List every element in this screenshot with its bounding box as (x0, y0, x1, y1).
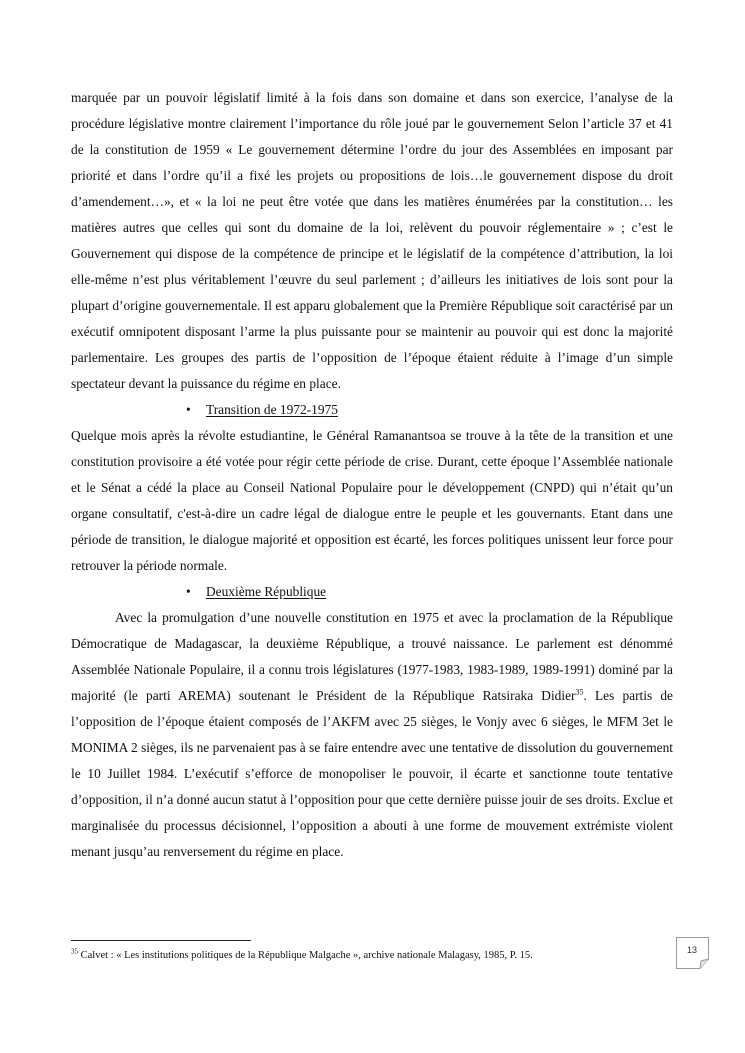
footnote-number: 35 (71, 947, 78, 956)
paragraph-second-republic-part1: Avec la promulgation d’une nouvelle constitution en 1975 et avec la proclamation de la République Démocratique de Madagascar, la deuxième République, a trouvé naissance. Le parlement est dénommé Assemblée Nationale Populaire, il a connu trois législatures (1977-1983, 1983-1989, 1989-1991) dominé par la majorité (le parti AREMA) soutenant le Président de la République Ratsiraka Didier (71, 610, 673, 703)
paragraph-second-republic (71, 605, 673, 865)
heading-transition-label: Transition de 1972-1975 (206, 402, 338, 417)
footnote (71, 948, 673, 964)
footnote-text: Calvet : « Les institutions politiques de la République Malgache », archive nationale Malagasy, 1985, P. 15. (78, 950, 533, 961)
bullet-icon: • (186, 584, 191, 599)
footnote-reference[interactable]: 35 (575, 687, 584, 697)
document-body (71, 85, 673, 865)
heading-transition (71, 397, 673, 423)
paragraph-first-republic: marquée par un pouvoir législatif limité à la fois dans son domaine et dans son exercice, l’analyse de la procédure législative montre clairement l’importance du rôle joué par le gouvernement Selon l’article 37 et 41 de la constitution de 1959 « Le gouvernement détermine l’ordre du jour des Assemblées en imposant par priorité et dans l’ordre qu’il a fixé les projets ou propositions de lois…le gouvernement dispose du droit d’amendement…», et « la loi ne peut être votée que dans les matières énumérées par la constitution… les matières autres que celles qui sont du domaine de la loi, relèvent du pouvoir réglementaire » ; c’est le Gouvernement qui dispose de la compétence de principe et le législatif de la compétence d’attribution, la loi elle-même n’est plus véritablement l’œuvre du seul parlement ; d’ailleurs les initiatives de lois sont pour la plupart d’origine gouvernementale. Il est apparu globalement que la Première République soit caractérisé par un exécutif omnipotent disposant l’arme la plus puissante pour se maintenir au pouvoir qui est donc la majorité parlementaire. Les groupes des partis de l’opposition de l’époque étaient réduite à l’image d’un simple spectateur devant la puissance du régime en place. (71, 90, 673, 391)
page-number: 13 (686, 945, 697, 955)
footnote-separator (71, 940, 251, 941)
heading-second-republic-label: Deuxième République (206, 584, 327, 599)
paragraph-transition: Quelque mois après la révolte estudiantine, le Général Ramanantsoa se trouve à la tête de la transition et une constitution provisoire a été votée pour régir cette période de crise. Durant, cette époque l’Assemblée nationale et le Sénat a cédé la place au Conseil National Populaire pour le développement (CNPD) qui n’était qu’un organe consultatif, c'est-à-dire un cadre légal de dialogue entre le peuple et les gouvernants. Etant dans une période de transition, le dialogue majorité et opposition est écarté, les forces politiques unissent leur force pour retrouver la période normale. (71, 428, 673, 573)
bullet-icon: • (186, 402, 191, 417)
page-number-box (676, 937, 710, 969)
heading-second-republic (71, 579, 673, 605)
paragraph-second-republic-part2: . Les partis de l’opposition de l’époque étaient composés de l’AKFM avec 25 sièges, le Vonjy avec 6 sièges, le MFM 3et le MONIMA 2 sièges, ils ne parvenaient pas à se faire entendre avec une tentative de dissolution du gouvernement le 10 Juillet 1984. L’exécutif s’efforce de monopoliser le pouvoir, il écarte et sanctionne toute tentative d’opposition, il n’a donné aucun statut à l’opposition pour que cette dernière puisse jouir de ses droits. Exclue et marginalisée du processus décisionnel, l’opposition a abouti à une forme de mouvement extrémiste violent menant jusqu’au renversement du régime en place. (71, 688, 673, 859)
